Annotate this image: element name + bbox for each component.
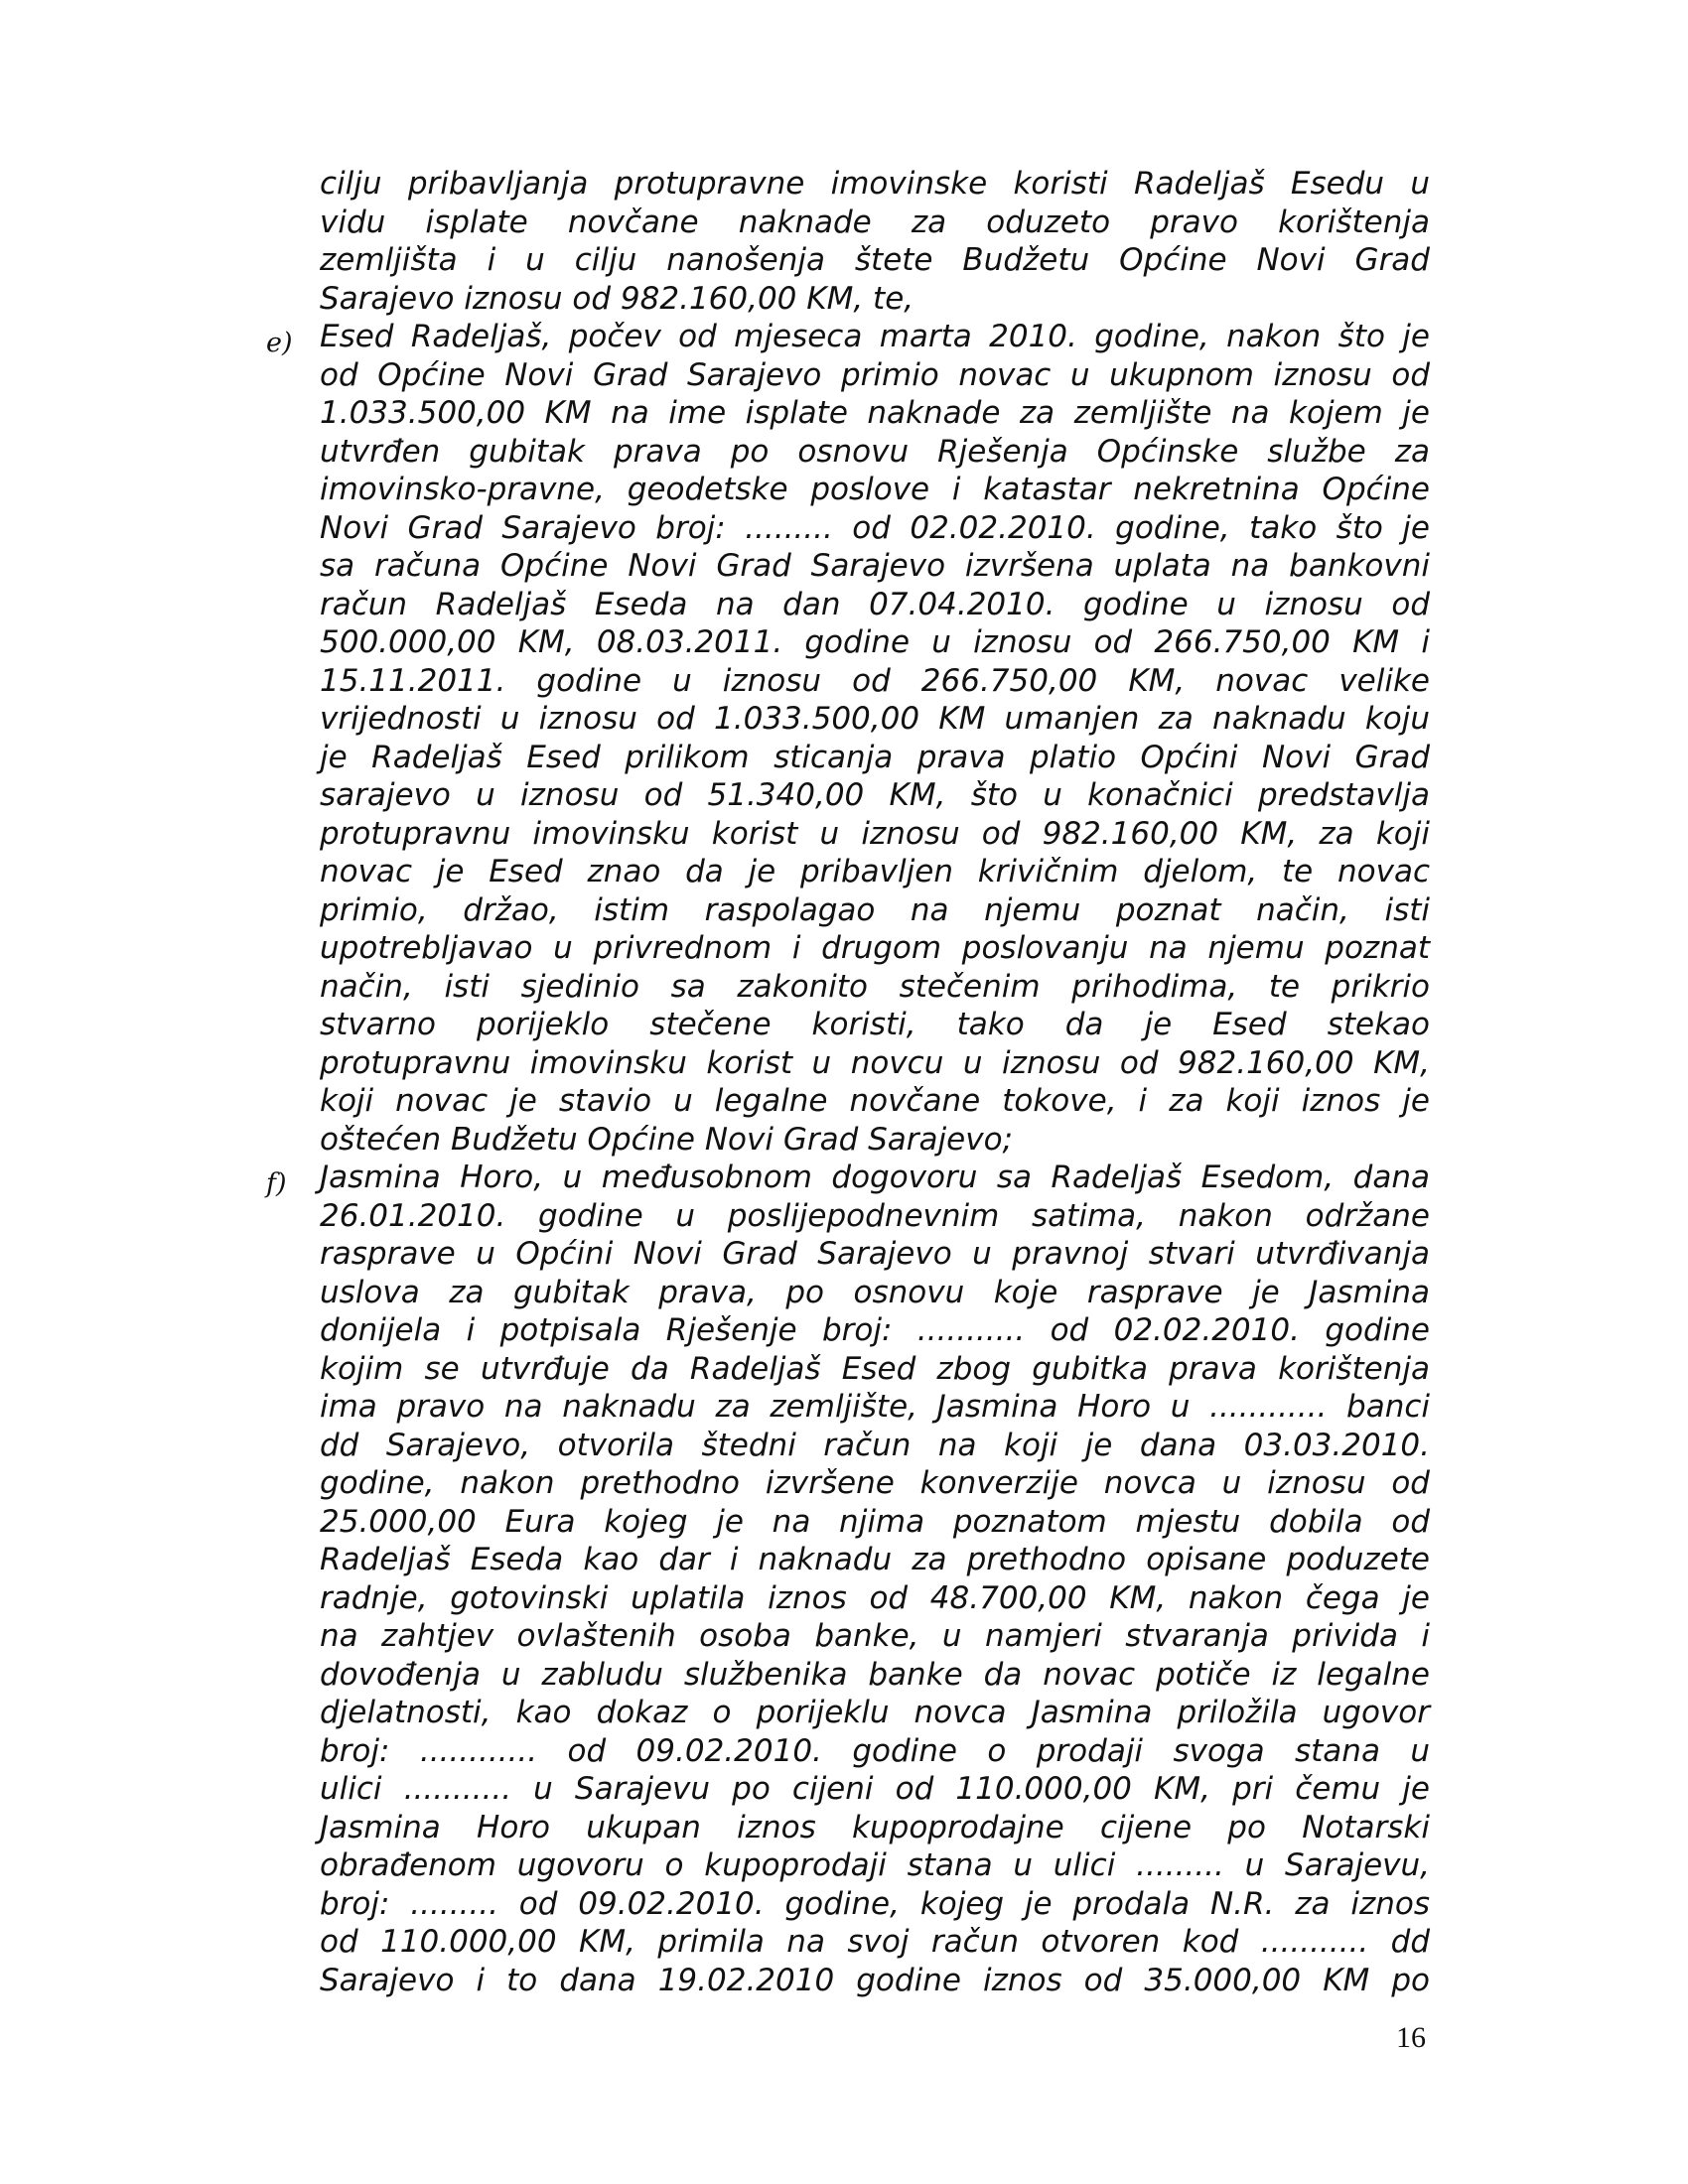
text-line: radnje, gotovinski uplatila iznos od 48.700,00 KM, nakon čega je [320, 1579, 1430, 1616]
text-line: uslova za gubitak prava, po osnovu koje rasprave je Jasmina [320, 1274, 1430, 1310]
text-line: zemljišta i u cilju nanošenja štete Budžetu Općine Novi Grad [320, 242, 1430, 278]
text-line: utvrđen gubitak prava po osnovu Rješenja Općinske službe za [320, 433, 1430, 470]
text-line: primio, držao, istim raspolagao na njemu poznat način, isti [320, 891, 1430, 928]
text-line: 15.11.2011. godine u iznosu od 266.750,00 KM, novac velike [320, 662, 1430, 699]
paragraph-f [320, 1159, 1430, 1999]
text-line: broj: ......... od 09.02.2010. godine, kojeg je prodala N.R. za iznos [320, 1885, 1430, 1922]
paragraph-d-tail [320, 165, 1430, 318]
text-line: vidu isplate novčane naknade za oduzeto pravo korištenja [320, 204, 1430, 240]
text-line: 26.01.2010. godine u poslijepodnevnim satima, nakon održane [320, 1197, 1430, 1234]
text-line: kojim se utvrđuje da Radeljaš Esed zbog gubitka prava korištenja [320, 1350, 1430, 1387]
text-line: koji novac je stavio u legalne novčane tokove, i za koji iznos je [320, 1083, 1430, 1119]
text-line: ulici ........... u Sarajevu po cijeni od 110.000,00 KM, pri čemu je [320, 1771, 1430, 1807]
text-line: račun Radeljaš Eseda na dan 07.04.2010. godine u iznosu od [320, 586, 1430, 622]
text-line: sarajevo u iznosu od 51.340,00 KM, što u konačnici predstavlja [320, 777, 1430, 813]
list-marker-e: e) [266, 328, 293, 358]
text-line: upotrebljavao u privrednom i drugom poslovanju na njemu poznat [320, 930, 1430, 966]
text-line: Sarajevo iznosu od 982.160,00 KM, te, [320, 280, 914, 317]
text-line: Radeljaš Eseda kao dar i naknadu za prethodno opisane poduzete [320, 1542, 1430, 1577]
text-line: Jasmina Horo ukupan iznos kupoprodajne cijene po Notarski [320, 1809, 1430, 1845]
text-line: obrađenom ugovoru o kupoprodaji stana u ulici ......... u Sarajevu, [320, 1847, 1430, 1883]
text-line: cilju pribavljanja protupravne imovinske koristi Radeljaš Esedu u [320, 166, 1430, 202]
text-line: 500.000,00 KM, 08.03.2011. godine u iznosu od 266.750,00 KM i [320, 624, 1430, 660]
text-line: ima pravo na naknadu za zemljište, Jasmina Horo u ............ banci [320, 1389, 1430, 1425]
text-line: rasprave u Općini Novi Grad Sarajevo u pravnoj stvari utvrđivanja [320, 1236, 1430, 1272]
text-line: protupravnu imovinsku korist u novcu u iznosu od 982.160,00 KM, [320, 1044, 1430, 1081]
text-line: Novi Grad Sarajevo broj: ......... od 02.02.2010. godine, tako što je [320, 509, 1430, 546]
text-line: novac je Esed znao da je pribavljen krivičnim djelom, te novac [320, 854, 1430, 889]
text-line: djelatnosti, kao dokaz o porijeklu novca Jasmina priložila ugovor [320, 1695, 1430, 1730]
text-line: od Općine Novi Grad Sarajevo primio novac u ukupnom iznosu od [320, 356, 1430, 393]
text-line: je Radeljaš Esed prilikom sticanja prava platio Općini Novi Grad [320, 739, 1430, 775]
text-line: način, isti sjedinio sa zakonito stečenim prihodima, te prikrio [320, 968, 1430, 1005]
text-line: dd Sarajevo, otvorila štedni račun na koji je dana 03.03.2010. [320, 1427, 1430, 1463]
text-line: 1.033.500,00 KM na ime isplate naknade za zemljište na kojem je [320, 395, 1430, 431]
text-line: Sarajevo i to dana 19.02.2010 godine iznos od 35.000,00 KM po [320, 1962, 1430, 1998]
text-line: Jasmina Horo, u međusobnom dogovoru sa Radeljaš Esedom, dana [320, 1160, 1430, 1195]
paragraph-e [320, 318, 1430, 1159]
text-line: broj: ............ od 09.02.2010. godine o prodaji svoga stana u [320, 1732, 1430, 1769]
text-line: godine, nakon prethodno izvršene konverzije novca u iznosu od [320, 1465, 1430, 1501]
text-line: oštećen Budžetu Općine Novi Grad Sarajevo; [320, 1121, 1013, 1158]
text-line: imovinsko-pravne, geodetske poslove i katastar nekretnina Općine [320, 472, 1430, 507]
text-line: sa računa Općine Novi Grad Sarajevo izvršena uplata na bankovni [320, 548, 1430, 584]
list-marker-f: f) [266, 1168, 287, 1199]
page-number: 16 [1396, 2021, 1426, 2054]
text-line: protupravnu imovinsku korist u iznosu od 982.160,00 KM, za koji [320, 815, 1430, 852]
text-line: stvarno porijeklo stečene koristi, tako da je Esed stekao [320, 1007, 1430, 1042]
text-line: dovođenja u zabludu službenika banke da novac potiče iz legalne [320, 1656, 1430, 1693]
text-line: donijela i potpisala Rješenje broj: ........... od 02.02.2010. godine [320, 1312, 1430, 1348]
text-line: Esed Radeljaš, počev od mjeseca marta 2010. godine, nakon što je [320, 319, 1430, 354]
text-line: vrijednosti u iznosu od 1.033.500,00 KM umanjen za naknadu koju [320, 701, 1430, 737]
text-line: 25.000,00 Eura kojeg je na njima poznatom mjestu dobila od [320, 1503, 1430, 1540]
text-line: na zahtjev ovlaštenih osoba banke, u namjeri stvaranja privida i [320, 1618, 1430, 1654]
text-line: od 110.000,00 KM, primila na svoj račun otvoren kod ........... dd [320, 1924, 1430, 1960]
